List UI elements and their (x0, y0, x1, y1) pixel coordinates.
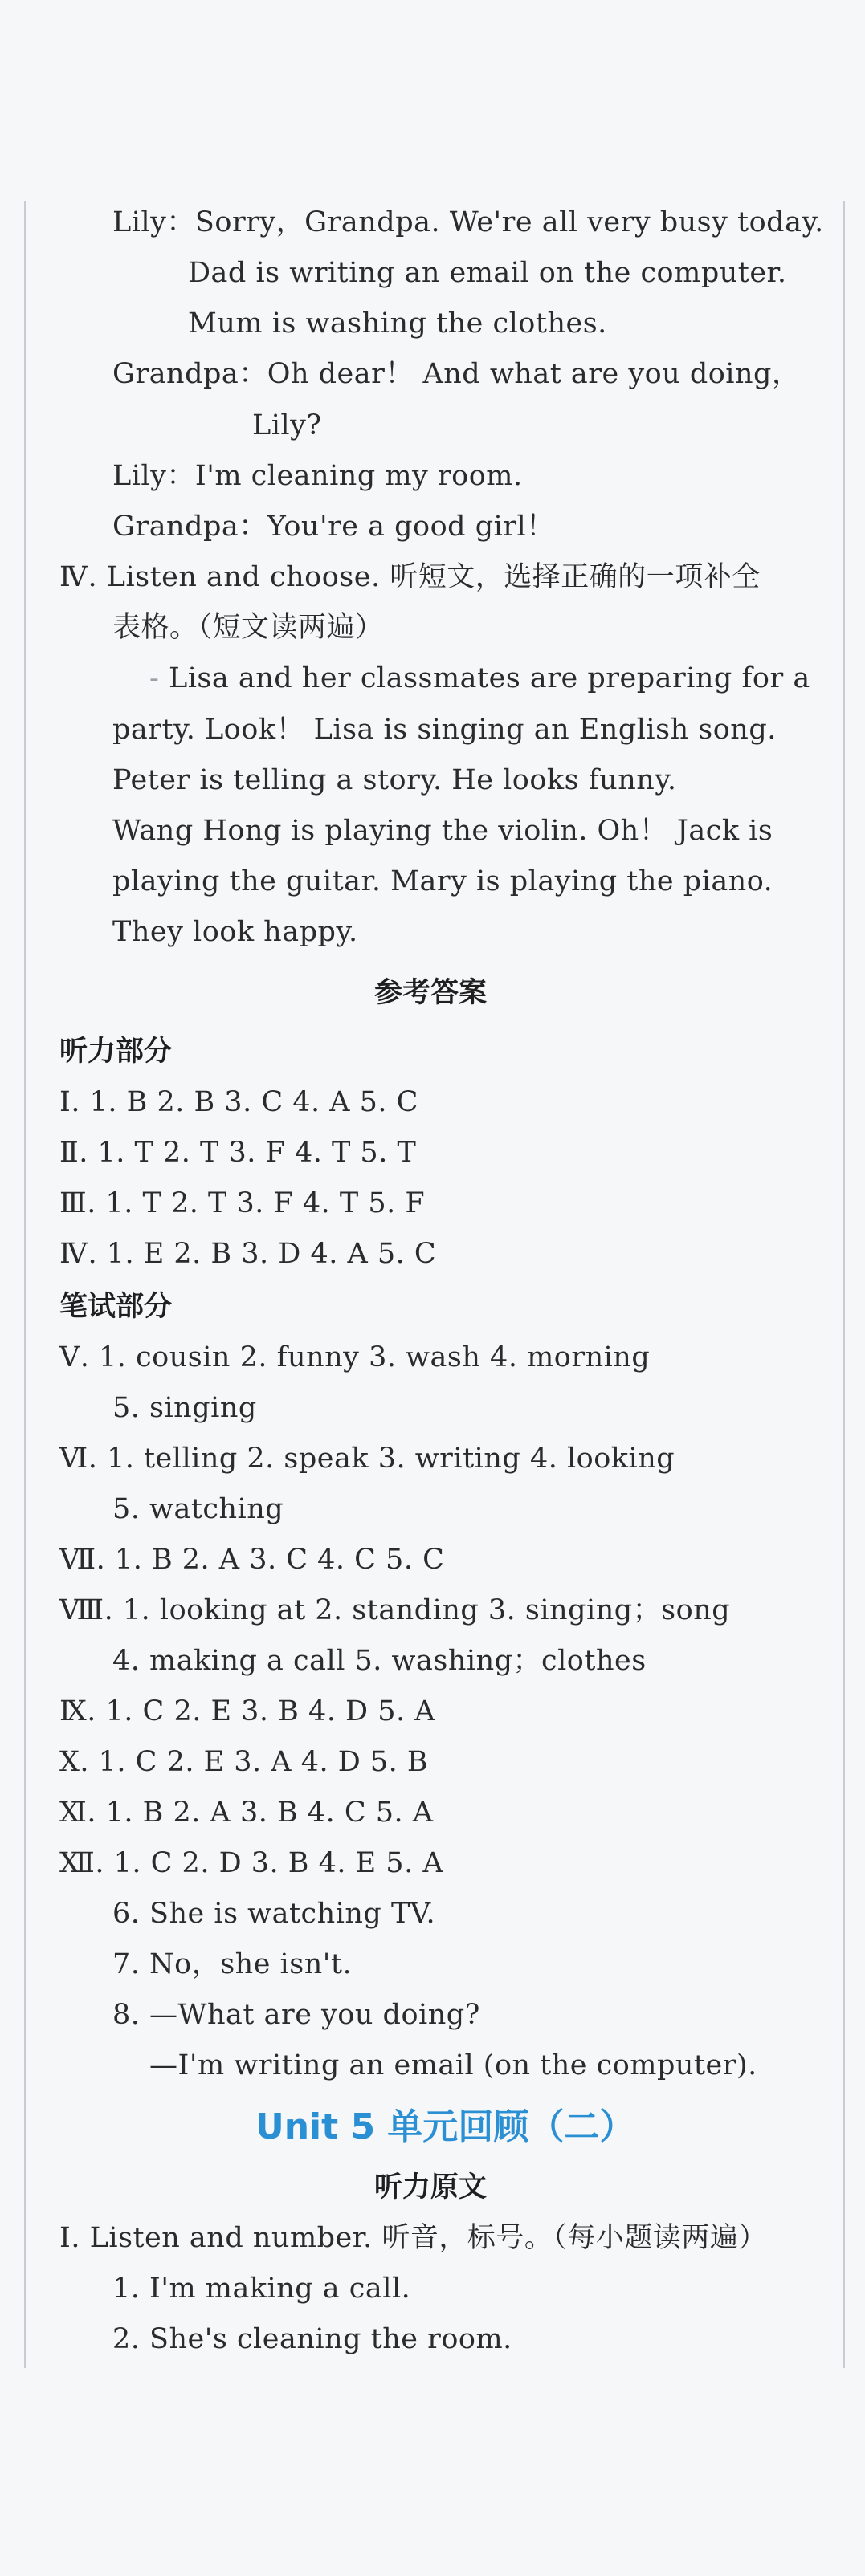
dialogue-line: Mum is washing the clothes. (188, 307, 607, 340)
answer-line: Ⅳ. 1. E 2. B 3. D 4. A 5. C (59, 1238, 437, 1270)
answer-line: Ⅴ. 1. cousin 2. funny 3. wash 4. morning (59, 1341, 651, 1373)
list-item: 1. I'm making a call. (112, 2273, 411, 2305)
written-part-title: 笔试部分 (59, 1291, 173, 1323)
dialogue-line: Grandpa：Oh dear！ And what are you doing， (112, 358, 801, 390)
answer-line: Ⅵ. 1. telling 2. speak 3. writing 4. looking (59, 1443, 675, 1475)
section-i-instruction: Ⅰ. Listen and number. 听音，标号。（每小题读两遍） (59, 2222, 767, 2254)
section-iv-instruction: Ⅳ. Listen and choose. 听短文，选择正确的一项补全 (59, 561, 761, 593)
dialogue-line: Lily? (252, 409, 322, 442)
passage-line: They look happy. (112, 916, 358, 948)
passage-line: playing the guitar. Mary is playing the piano. (112, 865, 773, 897)
answer-line: Ⅰ. 1. B 2. B 3. C 4. A 5. C (59, 1086, 418, 1118)
answer-line: 8. —What are you doing? (112, 1999, 480, 2031)
answer-line: Ⅺ. 1. B 2. A 3. B 4. C 5. A (59, 1797, 434, 1829)
answer-line: Ⅷ. 1. looking at 2. standing 3. singing；song (59, 1594, 731, 1626)
answer-line: Ⅲ. 1. T 2. T 3. F 4. T 5. F (59, 1187, 426, 1219)
answer-line: 5. singing (112, 1392, 257, 1424)
dash-mark: - (149, 662, 160, 694)
left-margin-rule (24, 201, 26, 2368)
answer-line: 5. watching (112, 1493, 284, 1525)
answer-line: Ⅱ. 1. T 2. T 3. F 4. T 5. T (59, 1137, 417, 1169)
listening-part-title: 听力部分 (59, 1036, 173, 1068)
list-item: 2. She's cleaning the room. (112, 2323, 512, 2355)
passage-line: Peter is telling a story. He looks funny. (112, 764, 677, 796)
answer-line: 7. No，she isn't. (112, 1948, 353, 1980)
right-margin-rule (843, 201, 845, 2368)
answer-line: Ⅸ. 1. C 2. E 3. B 4. D 5. A (59, 1695, 436, 1728)
section-iv-instruction: 表格。（短文读两遍） (112, 612, 384, 644)
dialogue-line: Lily：Sorry，Grandpa. We're all very busy today. (112, 206, 824, 238)
answer-line: Ⅹ. 1. C 2. E 3. A 4. D 5. B (59, 1746, 429, 1778)
answer-key-title: 参考答案 (374, 977, 488, 1009)
answer-line: 4. making a call 5. washing；clothes (112, 1645, 647, 1677)
answer-line: —I'm writing an email (on the computer). (149, 2049, 757, 2082)
answer-line: Ⅻ. 1. C 2. D 3. B 4. E 5. A (59, 1847, 444, 1879)
answer-line: Ⅶ. 1. B 2. A 3. C 4. C 5. C (59, 1544, 445, 1576)
passage-line: Wang Hong is playing the violin. Oh！ Jack is (112, 815, 773, 847)
dialogue-line: Grandpa：You're a good girl！ (112, 511, 555, 543)
answer-line: 6. She is watching TV. (112, 1898, 436, 1930)
dialogue-line: Lily：I'm cleaning my room. (112, 460, 523, 492)
unit-title: Unit 5 单元回顾（二） (255, 2106, 635, 2147)
passage-line: party. Look！ Lisa is singing an English song. (112, 714, 777, 746)
passage-line: - Lisa and her classmates are preparing for a (149, 662, 810, 694)
dialogue-line: Dad is writing an email on the computer. (188, 257, 787, 289)
listening-script-title: 听力原文 (374, 2171, 488, 2204)
